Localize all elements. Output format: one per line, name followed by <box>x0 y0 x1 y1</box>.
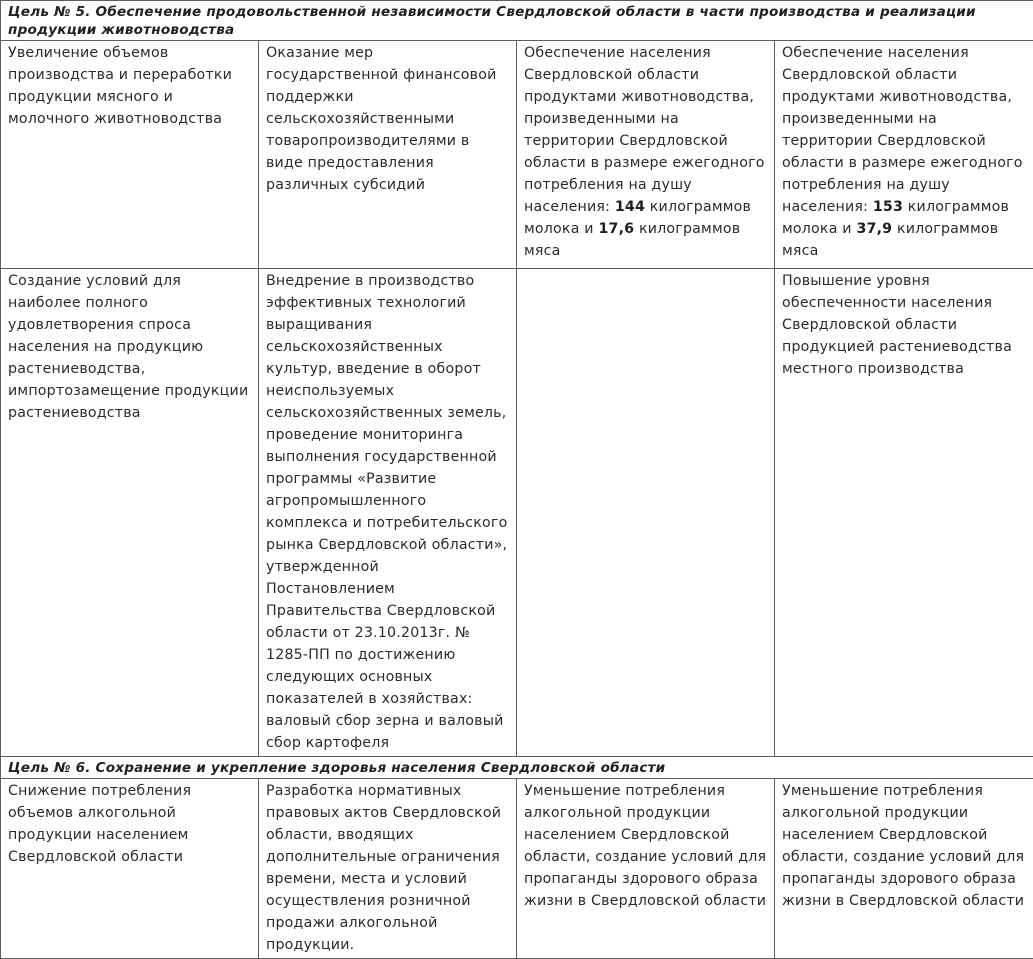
task-cell: Увеличение объемов производства и переработки продукции мясного и молочного животноводства <box>1 41 259 269</box>
result-b-cell: Уменьшение потребления алкогольной продукции населением Свердловской области, создание условий для пропаганды здорового образа жизни в Свердловской области <box>775 779 1033 959</box>
result-a-cell <box>517 269 775 757</box>
table-row <box>1 269 1033 757</box>
task-cell: Снижение потребления объемов алкогольной продукции населением Свердловской области <box>1 779 259 959</box>
meat-value: 17,6 <box>598 221 634 237</box>
goal-5-row <box>1 1 1033 41</box>
measures-cell: Оказание мер государственной финансовой поддержки сельскохозяйственными товаропроизводителями в виде предоставления различных субсидий <box>259 41 517 269</box>
result-b-cell: Повышение уровня обеспеченности населения Свердловской области продукцией растениеводства местного производства <box>775 269 1033 757</box>
result-b-cell <box>775 41 1033 269</box>
table-row <box>1 41 1033 269</box>
table-row <box>1 779 1033 959</box>
result-text: килограммов молока и <box>782 199 1009 237</box>
measures-cell: Разработка нормативных правовых актов Свердловской области, вводящих дополнительные ограничения времени, места и условий осуществления розничной продажи алкогольной продукции. <box>259 779 517 959</box>
meat-value: 37,9 <box>856 221 892 237</box>
result-a-cell: Уменьшение потребления алкогольной продукции населением Свердловской области, создание условий для пропаганды здорового образа жизни в Свердловской области <box>517 779 775 959</box>
milk-value: 153 <box>873 199 903 215</box>
measures-cell: Внедрение в производство эффективных технологий выращивания сельскохозяйственных культур, введение в оборот неиспользуемых сельскохозяйственных земель, проведение мониторинга выполнения государственной программы «Развитие агропромышленного комплекса и потребительского рынка Свердловской области», утвержденной Постановлением Правительства Свердловской области от 23.10.2013г. № 1285-ПП по достижению следующих основных показателей в хозяйствах: валовый сбор зерна и валовый сбор картофеля <box>259 269 517 757</box>
result-text: килограммов мяса <box>782 221 998 259</box>
goal-5-title: Цель № 5. Обеспечение продовольственной независимости Свердловской области в части производства и реализации продукции животноводства <box>1 1 1033 41</box>
result-text: килограммов мяса <box>524 221 740 259</box>
milk-value: 144 <box>615 199 645 215</box>
result-text: Обеспечение населения Свердловской области продуктами животноводства, произведенными на территории Свердловской области в размере ежегодного потребления на душу населения: <box>782 45 1023 215</box>
goal-6-title: Цель № 6. Сохранение и укрепление здоровья населения Свердловской области <box>1 757 1033 779</box>
result-text: Обеспечение населения Свердловской области продуктами животноводства, произведенными на территории Свердловской области в размере ежегодного потребления на душу населения: <box>524 45 765 215</box>
goal-6-row <box>1 757 1033 779</box>
result-text: килограммов молока и <box>524 199 751 237</box>
result-a-cell <box>517 41 775 269</box>
task-cell: Создание условий для наиболее полного удовлетворения спроса населения на продукцию растениеводства, импортозамещение продукции растениеводства <box>1 269 259 757</box>
